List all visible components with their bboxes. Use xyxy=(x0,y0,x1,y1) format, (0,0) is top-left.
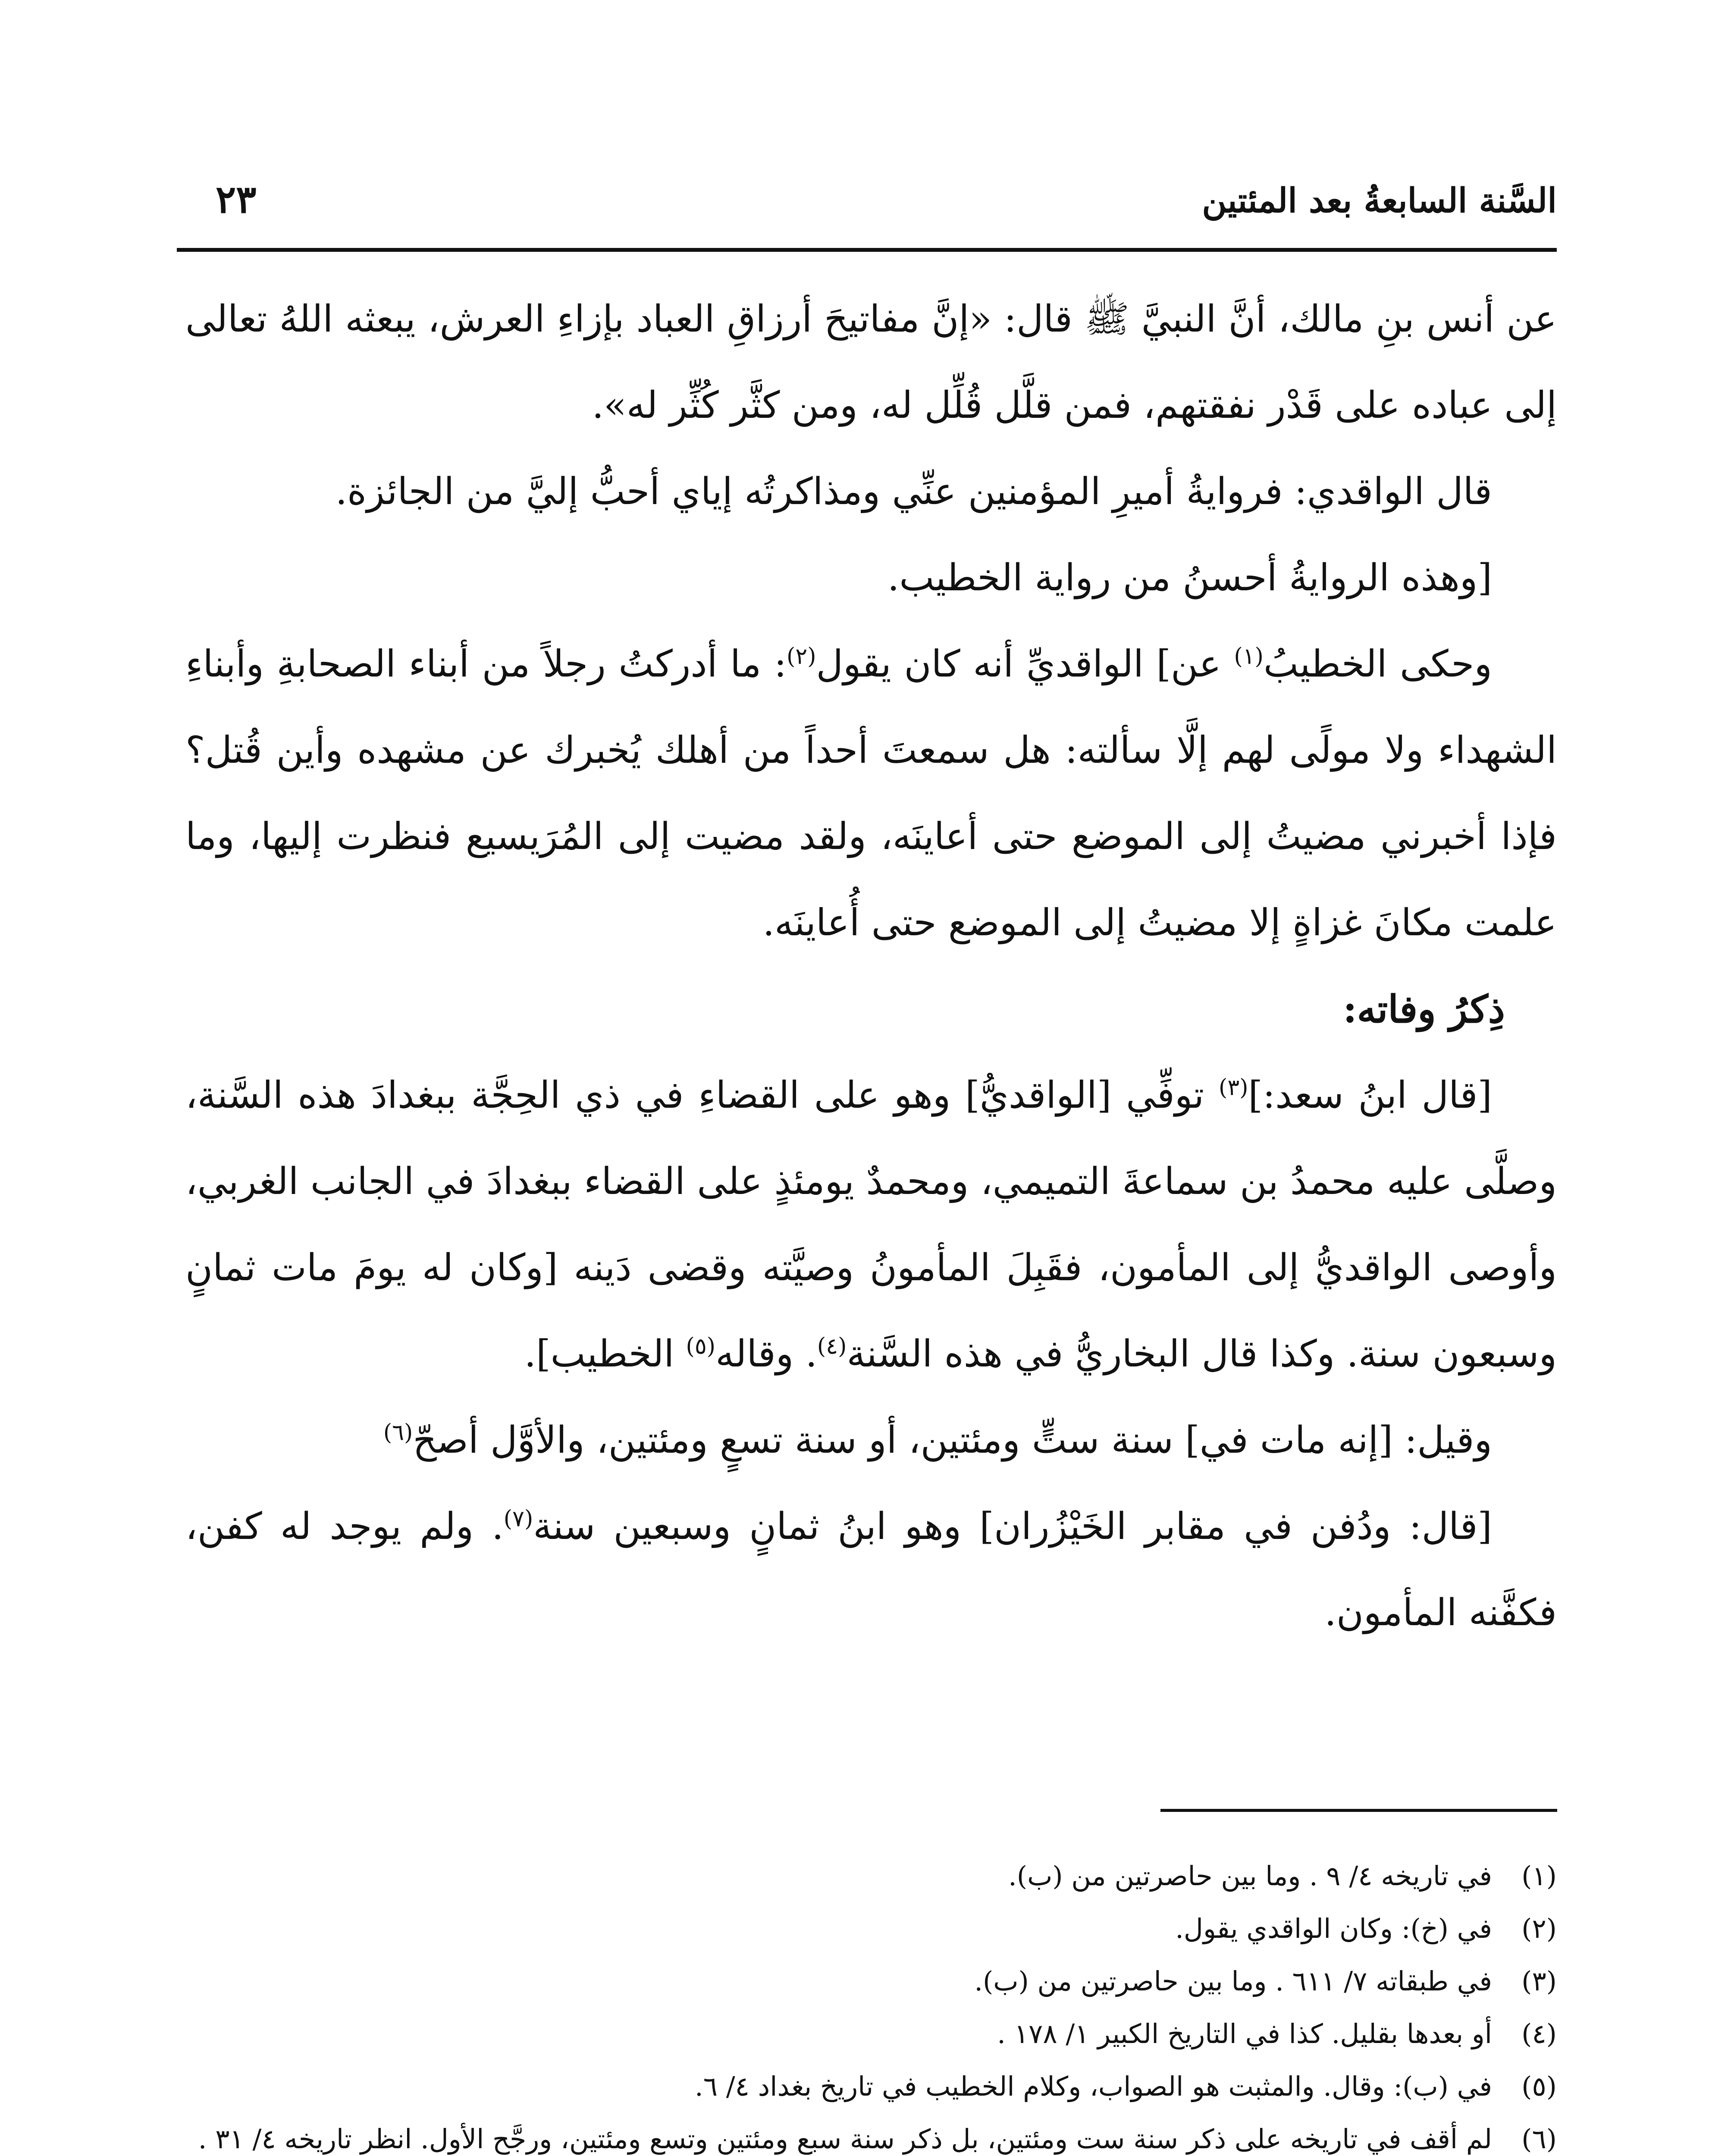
footnote-text: لم أقف في تاريخه على ذكر سنة ست ومئتين، بل ذكر سنة سبع ومئتين وتسع ومئتين، ورجَّح الأول. انظر تاريخه ٤/ ٣١ . xyxy=(198,2123,1492,2155)
footnote-number: (٣) xyxy=(1521,1965,1557,1997)
footnote-4 xyxy=(185,2008,1557,2060)
text-run: : ما أدركتُ رجلاً من أبناء الصحابةِ وأبناءِ الشهداء ولا مولًى لهم إلَّا سألته: هل سمعتَ أحداً من أهلك يُخبرك عن مشهده وأين قُتل؟ فإذا أخبرني مضيتُ إلى الموضع حتى أعاينَه، ولقد مضيت إلى المُرَيسيع فنظرت إليها، وما علمت مكانَ غزاةٍ إلا مضيتُ إلى الموضع حتى أُعاينَه. xyxy=(185,642,1557,944)
text-run: عن] الواقديِّ أنه كان يقول xyxy=(816,642,1234,686)
text-run: . ولم يوجد له كفن، فكفَّنه المأمون. xyxy=(185,1505,1557,1634)
footnote-text: في (ب): وقال. والمثبت هو الصواب، وكلام الخطيب في تاريخ بغداد ٤/ ٦. xyxy=(695,2071,1492,2102)
text-run: [قال: ودُفن في مقابر الخَيْزُران] وهو ابنُ ثمانٍ وسبعين سنة xyxy=(533,1505,1492,1548)
footnote-number: (٤) xyxy=(1521,2018,1557,2049)
text-run: . وقاله xyxy=(715,1332,817,1376)
text-run: توفِّي [الواقديُّ] وهو على القضاءِ في ذي الحِجَّة ببغدادَ هذه السَّنة، وصلَّى عليه محمدُ بن سماعةَ التميمي، ومحمدٌ يومئذٍ على القضاء ببغدادَ في الجانب الغربي، وأوصى الواقديُّ إلى المأمون، فقَبِلَ المأمونُ وصيَّته وقضى دَينه [وكان له يومَ مات ثمانٍ وسبعون سنة. وكذا قال البخاريُّ في هذه السَّنة xyxy=(185,1074,1557,1376)
footnote-ref-7: (٧) xyxy=(503,1506,533,1532)
footnote-3 xyxy=(185,1955,1557,2008)
paragraph-khatib-account xyxy=(185,621,1557,966)
footnote-text: أو بعدها بقليل. كذا في التاريخ الكبير ١/ ١٧٨ . xyxy=(997,2018,1492,2049)
footnote-1 xyxy=(185,1850,1557,1902)
footnote-text: في طبقاته ٧/ ٦١١ . وما بين حاصرتين من (ب). xyxy=(974,1965,1492,1997)
footnote-number: (٢) xyxy=(1521,1913,1557,1944)
paragraph-waqidi-saying: قال الواقدي: فروايةُ أميرِ المؤمنين عنِّي ومذاكرتُه إياي أحبُّ إليَّ من الجائزة. xyxy=(335,470,1492,513)
footnotes xyxy=(185,1850,1557,2156)
text-run: وحكى الخطيبُ xyxy=(1263,642,1492,686)
footnote-ref-1: (١) xyxy=(1234,643,1264,670)
text-run: وقيل: [إنه مات في] سنة ستٍّ ومئتين، أو سنة تسعٍ ومئتين، والأوَّل أصحّ xyxy=(413,1419,1492,1462)
footnote-ref-3: (٣) xyxy=(1219,1075,1248,1101)
footnote-separator xyxy=(1160,1809,1557,1812)
paragraph-death-year xyxy=(185,1397,1557,1483)
page-number: ٢٣ xyxy=(216,177,257,222)
footnote-2 xyxy=(185,1902,1557,1955)
paragraph-hadith: عن أنس بنِ مالك، أنَّ النبيَّ ﷺ قال: «إنَّ مفاتيحَ أرزاقِ العباد بإزاءِ العرش، يبعثه اللهُ تعالى إلى عباده على قَدْر نفقتهم، فمن قلَّل قُلِّل له، ومن كثَّر كُثِّر له». xyxy=(185,298,1557,427)
footnote-ref-2: (٢) xyxy=(786,643,816,670)
footnote-5 xyxy=(185,2060,1557,2113)
paragraph-death-account xyxy=(185,1052,1557,1397)
main-text xyxy=(185,276,1557,1656)
footnote-number: (١) xyxy=(1521,1860,1557,1892)
section-heading: ذِكرُ وفاته: xyxy=(1343,987,1505,1031)
paragraph-narration-note: [وهذه الروايةُ أحسنُ من رواية الخطيب. xyxy=(887,556,1492,599)
page-header xyxy=(177,168,1557,241)
footnote-number: (٦) xyxy=(1521,2123,1557,2155)
footnote-ref-5: (٥) xyxy=(686,1333,716,1360)
footnote-ref-4: (٤) xyxy=(817,1333,847,1360)
footnote-text: في تاريخه ٤/ ٩ . وما بين حاصرتين من (ب). xyxy=(1008,1860,1492,1892)
footnote-number: (٥) xyxy=(1521,2071,1557,2102)
running-title: السَّنة السابعةُ بعد المئتين xyxy=(1202,181,1557,220)
paragraph-burial xyxy=(185,1483,1557,1656)
footnote-6 xyxy=(185,2113,1557,2156)
footnote-text: في (خ): وكان الواقدي يقول. xyxy=(1175,1913,1492,1944)
footnote-ref-6: (٦) xyxy=(383,1420,413,1446)
header-rule xyxy=(177,248,1557,252)
text-run: الخطيب]. xyxy=(524,1332,686,1376)
text-run: [قال ابنُ سعد:] xyxy=(1248,1074,1492,1117)
